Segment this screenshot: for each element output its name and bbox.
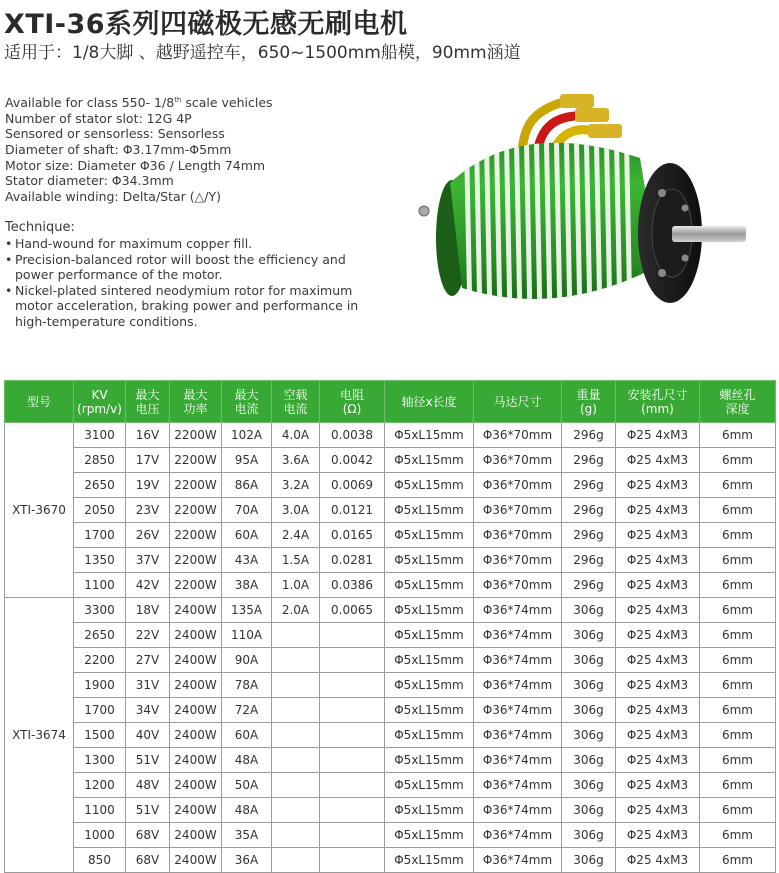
table-cell: 2400W bbox=[170, 848, 222, 873]
col-header-max-current: 最大 电流 bbox=[222, 381, 272, 423]
table-row bbox=[5, 673, 776, 698]
table-cell: 70A bbox=[222, 498, 272, 523]
table-cell: 60A bbox=[222, 523, 272, 548]
table-cell: Φ25 4xM3 bbox=[616, 748, 700, 773]
table-cell: 2400W bbox=[170, 648, 222, 673]
table-cell: 850 bbox=[74, 848, 126, 873]
spec-winding: Available winding: Delta/Star (△/Y) bbox=[5, 188, 222, 204]
table-cell: Φ36*74mm bbox=[474, 648, 562, 673]
table-cell: 1350 bbox=[74, 548, 126, 573]
table-cell: 1000 bbox=[74, 823, 126, 848]
table-cell: Φ5xL15mm bbox=[385, 848, 474, 873]
table-cell: 306g bbox=[562, 623, 616, 648]
table-cell: 1900 bbox=[74, 673, 126, 698]
col-header-resistance: 电阻 (Ω) bbox=[320, 381, 385, 423]
table-cell bbox=[272, 623, 320, 648]
table-cell: Φ25 4xM3 bbox=[616, 473, 700, 498]
table-cell: Φ25 4xM3 bbox=[616, 498, 700, 523]
motor-illustration bbox=[410, 88, 755, 323]
table-cell: 4.0A bbox=[272, 423, 320, 448]
table-cell: 296g bbox=[562, 573, 616, 598]
table-row bbox=[5, 798, 776, 823]
table-cell: 0.0386 bbox=[320, 573, 385, 598]
table-cell: 6mm bbox=[700, 798, 776, 823]
col-header-motor-size: 马达尺寸 bbox=[474, 381, 562, 423]
table-cell: Φ36*70mm bbox=[474, 548, 562, 573]
table-cell: Φ5xL15mm bbox=[385, 773, 474, 798]
table-cell: 6mm bbox=[700, 773, 776, 798]
col-header-no-load-current: 空载 电流 bbox=[272, 381, 320, 423]
table-cell: 306g bbox=[562, 848, 616, 873]
table-cell: Φ5xL15mm bbox=[385, 673, 474, 698]
table-cell: Φ5xL15mm bbox=[385, 798, 474, 823]
table-cell: 48A bbox=[222, 748, 272, 773]
table-cell: 68V bbox=[126, 848, 170, 873]
technique-item: • Hand-wound for maximum copper fill. bbox=[5, 236, 365, 252]
col-header-max-voltage: 最大 电压 bbox=[126, 381, 170, 423]
table-cell: 1.0A bbox=[272, 573, 320, 598]
table-cell: 2.0A bbox=[272, 598, 320, 623]
table-cell: 1300 bbox=[74, 748, 126, 773]
table-cell: 296g bbox=[562, 473, 616, 498]
table-cell: Φ36*74mm bbox=[474, 698, 562, 723]
table-cell: Φ5xL15mm bbox=[385, 648, 474, 673]
table-cell: 6mm bbox=[700, 573, 776, 598]
table-cell: 38A bbox=[222, 573, 272, 598]
table-row bbox=[5, 748, 776, 773]
table-row bbox=[5, 848, 776, 873]
technique-list bbox=[5, 236, 365, 330]
table-cell: Φ5xL15mm bbox=[385, 723, 474, 748]
col-header-screw-depth: 螺丝孔 深度 bbox=[700, 381, 776, 423]
table-cell: 51V bbox=[126, 798, 170, 823]
table-cell: 6mm bbox=[700, 448, 776, 473]
table-cell: 2050 bbox=[74, 498, 126, 523]
col-header-model: 型号 bbox=[5, 381, 74, 423]
table-cell: 296g bbox=[562, 498, 616, 523]
table-cell: 306g bbox=[562, 773, 616, 798]
table-cell: 6mm bbox=[700, 598, 776, 623]
table-cell: Φ25 4xM3 bbox=[616, 773, 700, 798]
table-cell: 17V bbox=[126, 448, 170, 473]
table-cell: 3.0A bbox=[272, 498, 320, 523]
table-cell: 1100 bbox=[74, 573, 126, 598]
spec-sensor: Sensored or sensorless: Sensorless bbox=[5, 126, 225, 142]
page-subtitle: 适用于：1/8大脚 、越野遥控车，650~1500mm船模，90mm涵道 bbox=[4, 43, 521, 63]
table-cell: 306g bbox=[562, 723, 616, 748]
table-cell: 42V bbox=[126, 573, 170, 598]
table-cell: 1.5A bbox=[272, 548, 320, 573]
table-cell: 135A bbox=[222, 598, 272, 623]
col-header-max-power: 最大 功率 bbox=[170, 381, 222, 423]
table-cell: Φ5xL15mm bbox=[385, 698, 474, 723]
model-cell: XTI-3674 bbox=[5, 598, 74, 873]
table-cell: 2850 bbox=[74, 448, 126, 473]
table-cell: Φ36*70mm bbox=[474, 498, 562, 523]
table-cell: 2400W bbox=[170, 673, 222, 698]
table-cell: 306g bbox=[562, 598, 616, 623]
table-cell bbox=[272, 698, 320, 723]
table-cell: 35A bbox=[222, 823, 272, 848]
table-cell: Φ36*74mm bbox=[474, 798, 562, 823]
table-cell: Φ36*74mm bbox=[474, 823, 562, 848]
table-cell: 6mm bbox=[700, 698, 776, 723]
motor-shaft bbox=[672, 226, 746, 242]
table-cell: 2.4A bbox=[272, 523, 320, 548]
table-cell: 6mm bbox=[700, 523, 776, 548]
spec-class: Available for class 550- 1/8th scale vehicles bbox=[5, 95, 273, 111]
table-cell: Φ25 4xM3 bbox=[616, 698, 700, 723]
table-cell: 95A bbox=[222, 448, 272, 473]
table-cell: 2400W bbox=[170, 823, 222, 848]
table-cell: 51V bbox=[126, 748, 170, 773]
table-cell: 6mm bbox=[700, 623, 776, 648]
table-cell: Φ36*74mm bbox=[474, 598, 562, 623]
table-cell: 6mm bbox=[700, 548, 776, 573]
table-cell: 1100 bbox=[74, 798, 126, 823]
table-row bbox=[5, 548, 776, 573]
table-cell: Φ36*74mm bbox=[474, 623, 562, 648]
table-cell: Φ5xL15mm bbox=[385, 548, 474, 573]
table-cell: 72A bbox=[222, 698, 272, 723]
table-cell: Φ5xL15mm bbox=[385, 573, 474, 598]
table-cell bbox=[272, 823, 320, 848]
table-cell: 6mm bbox=[700, 723, 776, 748]
table-cell bbox=[320, 823, 385, 848]
table-cell: 0.0042 bbox=[320, 448, 385, 473]
table-cell: Φ25 4xM3 bbox=[616, 648, 700, 673]
table-cell: 6mm bbox=[700, 498, 776, 523]
table-row bbox=[5, 723, 776, 748]
table-cell: Φ5xL15mm bbox=[385, 748, 474, 773]
table-cell: 2200W bbox=[170, 448, 222, 473]
table-cell bbox=[320, 748, 385, 773]
table-cell: 40V bbox=[126, 723, 170, 748]
table-cell: Φ5xL15mm bbox=[385, 423, 474, 448]
table-cell: 1200 bbox=[74, 773, 126, 798]
table-cell: 2200W bbox=[170, 498, 222, 523]
table-row bbox=[5, 698, 776, 723]
table-cell: Φ5xL15mm bbox=[385, 823, 474, 848]
table-cell: 6mm bbox=[700, 423, 776, 448]
table-cell: Φ5xL15mm bbox=[385, 498, 474, 523]
table-cell: 2400W bbox=[170, 748, 222, 773]
table-cell: 23V bbox=[126, 498, 170, 523]
table-cell: 19V bbox=[126, 473, 170, 498]
table-cell: 110A bbox=[222, 623, 272, 648]
table-cell: 27V bbox=[126, 648, 170, 673]
table-cell: 102A bbox=[222, 423, 272, 448]
table-cell: Φ36*70mm bbox=[474, 573, 562, 598]
table-cell: 36A bbox=[222, 848, 272, 873]
table-cell: Φ25 4xM3 bbox=[616, 523, 700, 548]
table-cell: Φ36*70mm bbox=[474, 448, 562, 473]
table-row bbox=[5, 448, 776, 473]
col-header-kv: KV (rpm/v) bbox=[74, 381, 126, 423]
table-cell bbox=[272, 648, 320, 673]
table-cell: Φ25 4xM3 bbox=[616, 423, 700, 448]
col-header-mount-hole: 安装孔尺寸 (mm) bbox=[616, 381, 700, 423]
table-cell: 306g bbox=[562, 648, 616, 673]
table-cell: 78A bbox=[222, 673, 272, 698]
table-cell bbox=[272, 748, 320, 773]
table-row bbox=[5, 498, 776, 523]
table-cell bbox=[272, 848, 320, 873]
table-cell: 3100 bbox=[74, 423, 126, 448]
technique-item: • Precision-balanced rotor will boost the efficiency and power performance of the motor. bbox=[5, 252, 365, 283]
table-cell: 0.0165 bbox=[320, 523, 385, 548]
table-cell: 6mm bbox=[700, 648, 776, 673]
table-cell: Φ36*74mm bbox=[474, 673, 562, 698]
table-cell: 31V bbox=[126, 673, 170, 698]
table-cell: 0.0281 bbox=[320, 548, 385, 573]
table-cell: 3.2A bbox=[272, 473, 320, 498]
model-cell: XTI-3670 bbox=[5, 423, 74, 598]
table-cell: 6mm bbox=[700, 748, 776, 773]
table-cell: Φ5xL15mm bbox=[385, 523, 474, 548]
table-cell: 2200 bbox=[74, 648, 126, 673]
table-cell: Φ5xL15mm bbox=[385, 473, 474, 498]
table-cell: 296g bbox=[562, 523, 616, 548]
table-row bbox=[5, 423, 776, 448]
table-cell bbox=[272, 723, 320, 748]
table-cell: 6mm bbox=[700, 473, 776, 498]
table-cell: Φ36*74mm bbox=[474, 723, 562, 748]
table-cell: 43A bbox=[222, 548, 272, 573]
table-cell bbox=[320, 623, 385, 648]
table-cell: Φ5xL15mm bbox=[385, 623, 474, 648]
table-cell: 1500 bbox=[74, 723, 126, 748]
spec-stator-slot: Number of stator slot: 12G 4P bbox=[5, 110, 192, 126]
spec-stator-diameter: Stator diameter: Φ34.3mm bbox=[5, 173, 174, 189]
table-cell: 48V bbox=[126, 773, 170, 798]
motor-wires bbox=[522, 94, 622, 150]
table-cell bbox=[272, 673, 320, 698]
spec-table bbox=[4, 380, 776, 873]
table-cell: 3300 bbox=[74, 598, 126, 623]
table-row bbox=[5, 523, 776, 548]
table-cell: 48A bbox=[222, 798, 272, 823]
spec-shaft: Diameter of shaft: Φ3.17mm-Φ5mm bbox=[5, 141, 232, 157]
motor-image bbox=[410, 88, 755, 323]
table-cell: 37V bbox=[126, 548, 170, 573]
table-cell bbox=[320, 698, 385, 723]
table-cell: Φ25 4xM3 bbox=[616, 798, 700, 823]
spec-list bbox=[5, 93, 375, 204]
table-cell: 2200W bbox=[170, 423, 222, 448]
table-cell: Φ25 4xM3 bbox=[616, 573, 700, 598]
table-cell: 2650 bbox=[74, 473, 126, 498]
table-cell: Φ25 4xM3 bbox=[616, 848, 700, 873]
table-cell bbox=[320, 773, 385, 798]
table-cell: Φ36*74mm bbox=[474, 848, 562, 873]
technique-item: • Nickel-plated sintered neodymium rotor for maximum motor acceleration, braking power and performance in high-temperature conditions. bbox=[5, 283, 365, 330]
table-cell: Φ36*74mm bbox=[474, 748, 562, 773]
table-cell: Φ36*70mm bbox=[474, 523, 562, 548]
table-cell: 2200W bbox=[170, 548, 222, 573]
table-cell: 296g bbox=[562, 423, 616, 448]
table-cell: 22V bbox=[126, 623, 170, 648]
page-title: XTI-36系列四磁极无感无刷电机 bbox=[4, 9, 408, 40]
table-cell: Φ25 4xM3 bbox=[616, 723, 700, 748]
table-row bbox=[5, 473, 776, 498]
table-cell: Φ25 4xM3 bbox=[616, 598, 700, 623]
table-cell bbox=[320, 673, 385, 698]
table-cell: 306g bbox=[562, 698, 616, 723]
table-cell bbox=[272, 773, 320, 798]
table-cell: 90A bbox=[222, 648, 272, 673]
table-header-row bbox=[5, 381, 776, 423]
table-cell: 2200W bbox=[170, 573, 222, 598]
table-cell: Φ25 4xM3 bbox=[616, 623, 700, 648]
col-header-shaft: 轴径x长度 bbox=[385, 381, 474, 423]
table-cell: 18V bbox=[126, 598, 170, 623]
table-cell: 306g bbox=[562, 673, 616, 698]
table-cell: 26V bbox=[126, 523, 170, 548]
table-cell: 2400W bbox=[170, 623, 222, 648]
table-row bbox=[5, 598, 776, 623]
table-cell: 2200W bbox=[170, 473, 222, 498]
table-row bbox=[5, 823, 776, 848]
table-cell: 306g bbox=[562, 798, 616, 823]
table-cell: Φ25 4xM3 bbox=[616, 448, 700, 473]
table-cell: 3.6A bbox=[272, 448, 320, 473]
table-cell: 2400W bbox=[170, 698, 222, 723]
table-cell: 68V bbox=[126, 823, 170, 848]
table-cell: 6mm bbox=[700, 823, 776, 848]
table-cell: 60A bbox=[222, 723, 272, 748]
table-cell: 1700 bbox=[74, 523, 126, 548]
table-row bbox=[5, 773, 776, 798]
table-cell: 2400W bbox=[170, 798, 222, 823]
table-cell: 2400W bbox=[170, 773, 222, 798]
table-cell: 6mm bbox=[700, 848, 776, 873]
table-cell: 86A bbox=[222, 473, 272, 498]
table-cell: 296g bbox=[562, 548, 616, 573]
table-cell: Φ36*70mm bbox=[474, 473, 562, 498]
table-cell: 1700 bbox=[74, 698, 126, 723]
table-cell: Φ36*74mm bbox=[474, 773, 562, 798]
table-row bbox=[5, 573, 776, 598]
table-cell bbox=[320, 798, 385, 823]
table-row bbox=[5, 648, 776, 673]
table-cell: 2650 bbox=[74, 623, 126, 648]
table-cell: 2400W bbox=[170, 598, 222, 623]
table-cell: Φ25 4xM3 bbox=[616, 673, 700, 698]
table-cell: Φ36*70mm bbox=[474, 423, 562, 448]
table-cell: Φ5xL15mm bbox=[385, 448, 474, 473]
table-cell bbox=[320, 648, 385, 673]
table-cell: 2200W bbox=[170, 523, 222, 548]
table-cell bbox=[320, 848, 385, 873]
table-cell: 2400W bbox=[170, 723, 222, 748]
table-cell: Φ25 4xM3 bbox=[616, 548, 700, 573]
table-cell: 50A bbox=[222, 773, 272, 798]
table-cell bbox=[272, 798, 320, 823]
technique-title: Technique: bbox=[5, 220, 75, 235]
table-cell: 16V bbox=[126, 423, 170, 448]
table-cell: 296g bbox=[562, 448, 616, 473]
table-cell: 0.0065 bbox=[320, 598, 385, 623]
table-cell: 6mm bbox=[700, 673, 776, 698]
table-cell: Φ5xL15mm bbox=[385, 598, 474, 623]
table-cell: 34V bbox=[126, 698, 170, 723]
table-cell: 0.0069 bbox=[320, 473, 385, 498]
table-body bbox=[5, 423, 776, 873]
table-cell: 0.0038 bbox=[320, 423, 385, 448]
table-row bbox=[5, 623, 776, 648]
table-cell: 306g bbox=[562, 748, 616, 773]
table-cell bbox=[320, 723, 385, 748]
table-cell: Φ25 4xM3 bbox=[616, 823, 700, 848]
col-header-weight: 重量 (g) bbox=[562, 381, 616, 423]
table-cell: 306g bbox=[562, 823, 616, 848]
table-cell: 0.0121 bbox=[320, 498, 385, 523]
spec-motor-size: Motor size: Diameter Φ36 / Length 74mm bbox=[5, 157, 266, 173]
